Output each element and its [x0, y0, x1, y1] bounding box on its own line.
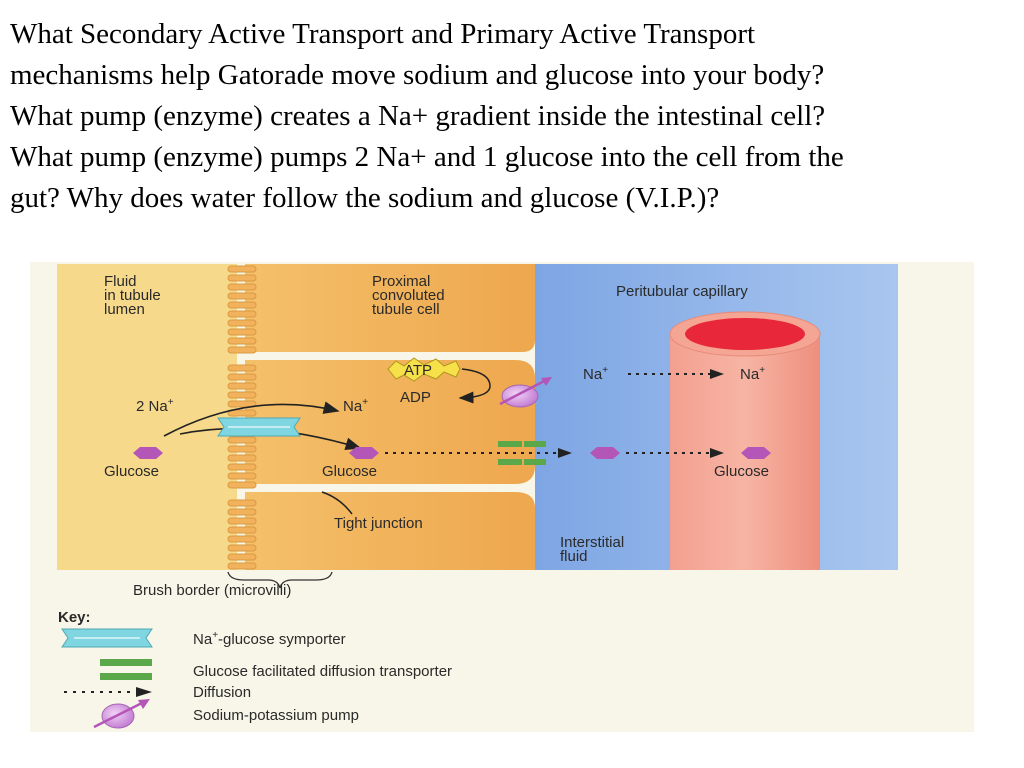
atp-label: ATP — [404, 362, 433, 379]
microvillus — [228, 302, 256, 308]
na-interstitial-label: Na+ — [583, 365, 609, 383]
microvillus — [228, 392, 256, 398]
tight-junction-label: Tight junction — [334, 515, 423, 532]
question-line-4: What pump (enzyme) pumps 2 Na+ and 1 glucose into the cell from the — [10, 141, 844, 173]
microvillus — [228, 365, 256, 371]
brush-border-label: Brush border (microvilli) — [133, 582, 292, 599]
key-pump-label: Sodium-potassium pump — [193, 707, 359, 724]
microvillus — [228, 293, 256, 299]
na-lumen-label: 2 Na+ — [136, 397, 174, 415]
question-line-2: mechanisms help Gatorade move sodium and glucose into your body? — [10, 59, 825, 91]
question-line-3: What pump (enzyme) creates a Na+ gradient inside the intestinal cell? — [10, 100, 826, 132]
capillary-label: Peritubular capillary — [616, 283, 748, 300]
glucose-cell-label: Glucose — [322, 463, 378, 480]
key-title: Key: — [58, 609, 91, 626]
microvillus — [228, 464, 256, 470]
key-symporter-icon — [62, 629, 152, 647]
microvillus — [228, 527, 256, 533]
na-cell-label: Na+ — [343, 397, 369, 415]
glucose-lumen-label: Glucose — [104, 463, 160, 480]
microvillus — [228, 374, 256, 380]
microvillus — [228, 482, 256, 488]
microvillus — [228, 284, 256, 290]
cell-label-1: Proximal — [372, 273, 431, 290]
microvillus — [228, 563, 256, 569]
microvillus — [228, 320, 256, 326]
question-line-1: What Secondary Active Transport and Primary Active Transport — [10, 18, 756, 50]
microvillus — [228, 446, 256, 452]
key-symporter-label: Na+-glucose symporter — [193, 630, 346, 648]
microvillus — [228, 473, 256, 479]
glucose-capillary-label: Glucose — [714, 463, 770, 480]
key-diffusion-label: Diffusion — [193, 684, 252, 701]
lumen-label-2: in tubule — [104, 287, 161, 304]
na-glucose-symporter — [218, 418, 300, 436]
peritubular-capillary — [670, 312, 820, 570]
microvillus — [228, 536, 256, 542]
microvillus — [228, 545, 256, 551]
microvillus — [228, 437, 256, 443]
microvillus — [228, 275, 256, 281]
microvillus — [228, 455, 256, 461]
interstitial-label-2: fluid — [560, 548, 588, 565]
adp-label: ADP — [400, 389, 431, 406]
microvillus — [228, 554, 256, 560]
question-line-5: gut? Why does water follow the sodium and glucose (V.I.P.)? — [10, 182, 720, 214]
microvillus — [228, 338, 256, 344]
cell-label-2: convoluted — [372, 287, 445, 304]
lumen-label-3: lumen — [104, 301, 145, 318]
interstitial-label-1: Interstitial — [560, 534, 625, 551]
microvillus — [228, 329, 256, 335]
lumen-label-1: Fluid — [104, 273, 137, 290]
microvillus — [228, 500, 256, 506]
key-facilitated-label: Glucose facilitated diffusion transporter — [193, 663, 453, 680]
microvillus — [228, 266, 256, 272]
microvillus — [228, 509, 256, 515]
cell-label-3: tubule cell — [372, 301, 440, 318]
microvillus — [228, 347, 256, 353]
microvillus — [228, 383, 256, 389]
microvillus — [228, 311, 256, 317]
microvillus — [228, 518, 256, 524]
na-capillary-label: Na+ — [740, 365, 766, 383]
